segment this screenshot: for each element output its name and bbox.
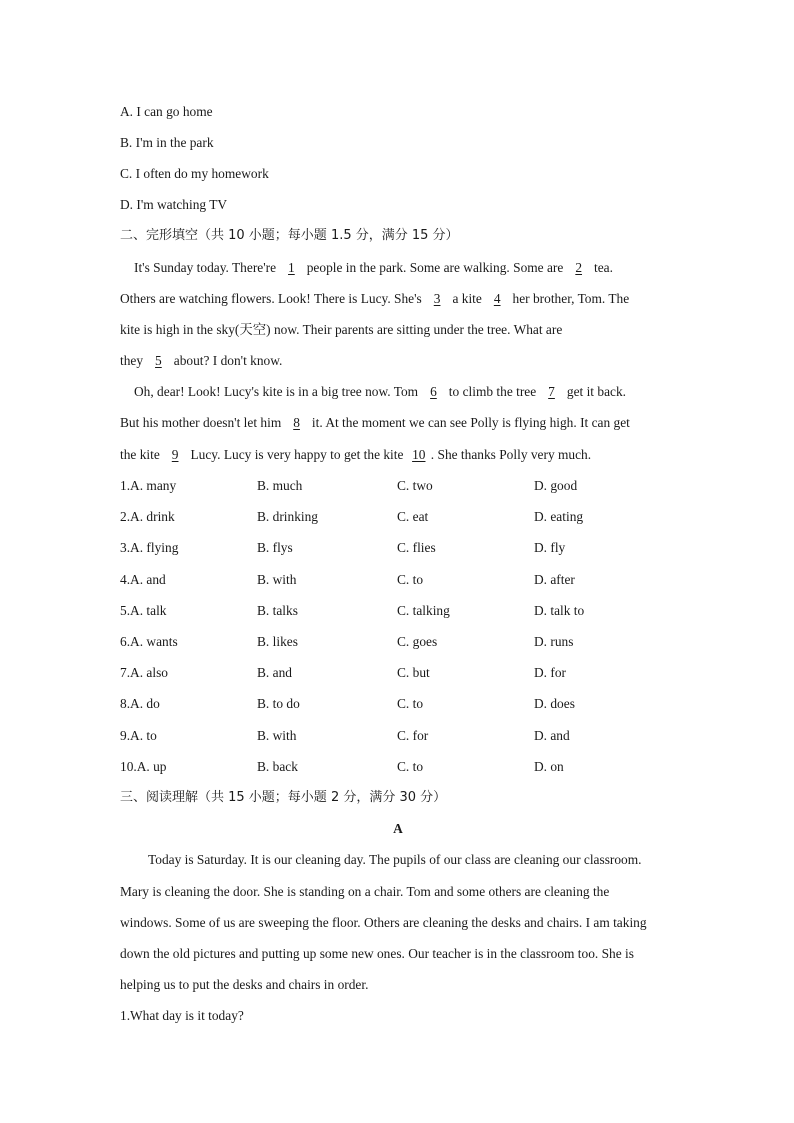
option-b: B. with: [257, 728, 297, 743]
cloze-p2-line1: [134, 383, 626, 401]
text: Others are watching flowers. Look! There is Lucy. She's: [120, 291, 426, 306]
text: tea.: [590, 260, 613, 275]
option-a: 6.A. wants: [120, 634, 178, 649]
option-d: D. and: [534, 728, 570, 743]
option-c: C. talking: [397, 603, 450, 618]
option-b: B. to do: [257, 696, 300, 711]
blank-2: 2: [575, 260, 583, 275]
reading-passage-line1: Today is Saturday. It is our cleaning day. The pupils of our class are cleaning our classroom.: [148, 852, 642, 867]
option-c: C. to: [397, 759, 424, 774]
option-c: C. eat: [397, 509, 429, 524]
question-row-5: [120, 602, 680, 620]
option-c: C. goes: [397, 634, 438, 649]
option-a: 7.A. also: [120, 665, 168, 680]
reading-passage-line5: helping us to put the desks and chairs in order.: [120, 977, 369, 992]
option-c: C. to: [397, 696, 424, 711]
option-d: D. eating: [534, 509, 584, 524]
option-d: D. after: [534, 572, 575, 587]
prev-option-a: A. I can go home: [120, 104, 213, 119]
option-b: B. drinking: [257, 509, 319, 524]
option-d: D. good: [534, 478, 578, 493]
option-b: B. flys: [257, 540, 293, 555]
option-c: C. flies: [397, 540, 436, 555]
text: Lucy. Lucy is very happy to get the kite: [187, 447, 407, 462]
text: a kite: [449, 291, 486, 306]
reading-passage-line2: Mary is cleaning the door. She is standing on a chair. Tom and some others are cleaning the: [120, 884, 610, 899]
question-row-7: [120, 664, 680, 682]
question-row-3: [120, 539, 680, 557]
text: It's Sunday today. There're: [134, 260, 280, 275]
option-d: D. talk to: [534, 603, 585, 618]
option-d: D. runs: [534, 634, 574, 649]
cloze-p2-line2: [120, 414, 630, 432]
cloze-p1-line1: [134, 259, 613, 277]
option-c: C. but: [397, 665, 430, 680]
option-d: D. does: [534, 696, 575, 711]
blank-5: 5: [155, 353, 162, 368]
option-c: C. to: [397, 572, 424, 587]
option-a: 5.A. talk: [120, 603, 167, 618]
text: . She thanks Polly very much.: [430, 447, 592, 462]
blank-3: 3: [433, 291, 441, 306]
text: they: [120, 353, 147, 368]
option-d: D. for: [534, 665, 566, 680]
option-a: 4.A. and: [120, 572, 166, 587]
option-d: D. on: [534, 759, 564, 774]
option-c: C. two: [397, 478, 433, 493]
text: get it back.: [563, 384, 626, 399]
cloze-p1-line3: kite is high in the sky(天空) now. Their parents are sitting under the tree. What are: [120, 322, 563, 337]
text: about? I don't know.: [170, 353, 283, 368]
blank-8: 8: [293, 415, 300, 430]
text: to climb the tree: [445, 384, 540, 399]
text: the kite: [120, 447, 164, 462]
option-a: 2.A. drink: [120, 509, 175, 524]
option-b: B. likes: [257, 634, 298, 649]
cloze-p1-line4: [120, 352, 282, 370]
reading-question-1: 1.What day is it today?: [120, 1008, 244, 1023]
option-c: C. for: [397, 728, 429, 743]
cloze-p2-line3: [120, 446, 591, 464]
question-row-1: [120, 477, 680, 495]
option-a: 3.A. flying: [120, 540, 179, 555]
option-b: B. talks: [257, 603, 298, 618]
blank-1: 1: [288, 260, 295, 275]
question-row-10: [120, 758, 680, 776]
question-row-9: [120, 727, 680, 745]
prev-option-c: C. I often do my homework: [120, 166, 269, 181]
question-row-2: [120, 508, 680, 526]
blank-9: 9: [171, 447, 179, 462]
question-row-4: [120, 571, 680, 589]
text: people in the park. Some are walking. Some are: [303, 260, 567, 275]
reading-passage-line4: down the old pictures and putting up some new ones. Our teacher is in the classroom too. She is: [120, 946, 634, 961]
blank-7: 7: [548, 384, 555, 399]
text: it. At the moment we can see Polly is flying high. It can get: [308, 415, 630, 430]
question-row-6: [120, 633, 680, 651]
option-a: 9.A. to: [120, 728, 157, 743]
option-a: 1.A. many: [120, 478, 177, 493]
reading-passage-line3: windows. Some of us are sweeping the floor. Others are cleaning the desks and chairs. I am taking: [120, 915, 647, 930]
question-row-8: [120, 695, 680, 713]
option-d: D. fly: [534, 540, 566, 555]
blank-6: 6: [430, 384, 437, 399]
option-a: 10.A. up: [120, 759, 167, 774]
option-b: B. and: [257, 665, 292, 680]
reading-section-title: A: [393, 821, 403, 836]
reading-heading: 三、阅读理解（共 15 小题；每小题 2 分，满分 30 分）: [120, 790, 447, 805]
text: But his mother doesn't let him: [120, 415, 285, 430]
blank-10: 10: [412, 447, 426, 462]
prev-option-d: D. I'm watching TV: [120, 197, 228, 212]
cloze-p1-line2: [120, 290, 629, 308]
cloze-heading: 二、完形填空（共 10 小题；每小题 1.5 分，满分 15 分）: [120, 228, 459, 243]
text: Oh, dear! Look! Lucy's kite is in a big tree now. Tom: [134, 384, 422, 399]
option-b: B. back: [257, 759, 298, 774]
option-b: B. much: [257, 478, 303, 493]
prev-option-b: B. I'm in the park: [120, 135, 214, 150]
option-b: B. with: [257, 572, 297, 587]
blank-4: 4: [493, 291, 501, 306]
text: her brother, Tom. The: [509, 291, 630, 306]
option-a: 8.A. do: [120, 696, 160, 711]
